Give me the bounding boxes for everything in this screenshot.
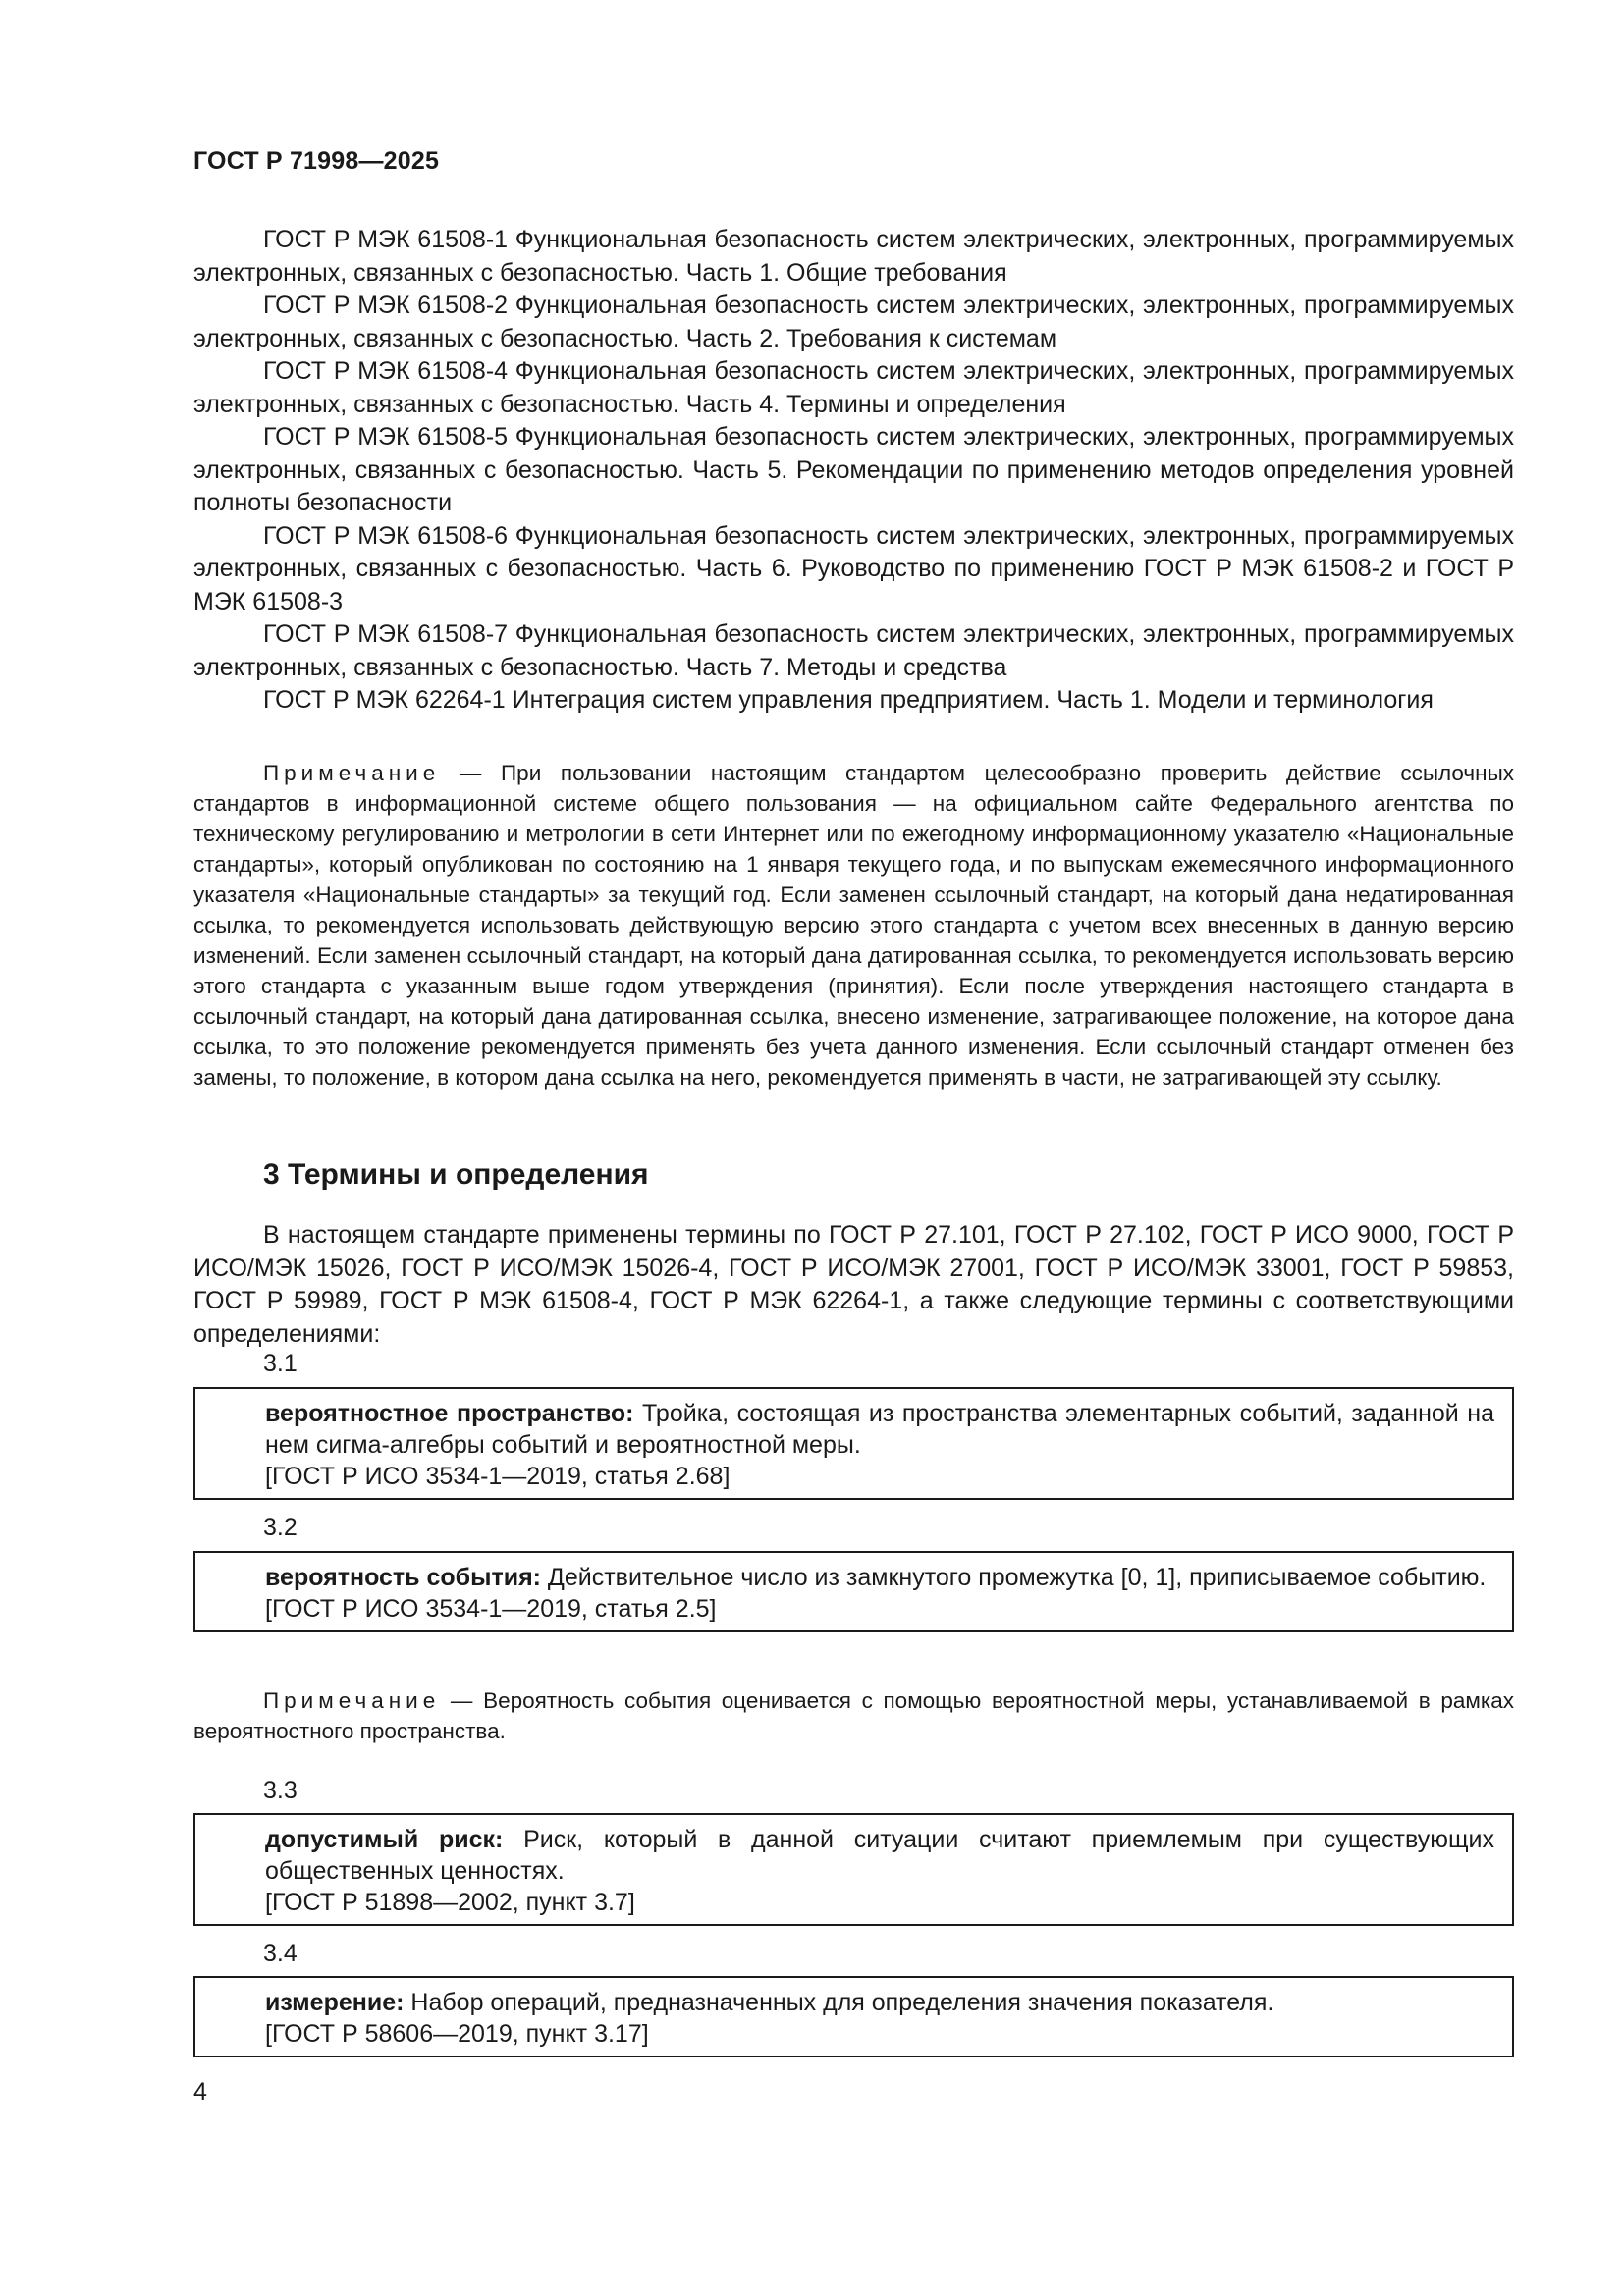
- term-definition: Действительное число из замкнутого промежутка [0, 1], приписываемое событию.: [540, 1564, 1487, 1591]
- reference-item: ГОСТ Р МЭК 61508-6 Функциональная безопасность систем электрических, электронных, программируемых электронных, связанных с безопасностью. Часть 6. Руководство по применению ГОСТ Р МЭК 61508-2 и ГОСТ Р МЭК 61508-3: [193, 521, 1514, 615]
- term-number: 3.4: [263, 1940, 298, 1967]
- term-definition: Набор операций, предназначенных для определения значения показателя.: [404, 1989, 1274, 2016]
- term-name: вероятность события:: [265, 1564, 541, 1591]
- term-name: допустимый риск:: [265, 1826, 504, 1853]
- term-name: измерение:: [265, 1989, 405, 2016]
- term-note: [193, 1685, 1514, 1746]
- term-name: вероятностное пространство:: [265, 1400, 634, 1427]
- section-intro: В настоящем стандарте применены термины по ГОСТ Р 27.101, ГОСТ Р 27.102, ГОСТ Р ИСО 9000, ГОСТ Р ИСО/МЭК 15026, ГОСТ Р ИСО/МЭК 15026-4, ГОСТ Р ИСО/МЭК 27001, ГОСТ Р ИСО/МЭК 33001, ГОСТ Р 59853, ГОСТ Р 59989, ГОСТ Р МЭК 61508-4, ГОСТ Р МЭК 62264-1, а также следующие термины с соответствующими определениями:: [193, 1221, 1514, 1348]
- document-id-header: ГОСТ Р 71998—2025: [193, 147, 440, 175]
- term-definition: Риск, который в данной ситуации считают приемлемым при существующих общественных ценностях.: [265, 1826, 1495, 1885]
- term-number: 3.2: [263, 1514, 298, 1541]
- note-text: — Вероятность события оценивается с помощью вероятностной меры, устанавливаемой в рамках вероятностного пространства.: [193, 1688, 1514, 1743]
- reference-item: ГОСТ Р МЭК 61508-5 Функциональная безопасность систем электрических, электронных, программируемых электронных, связанных с безопасностью. Часть 5. Рекомендации по применению методов определения уровней полноты безопасности: [193, 423, 1514, 516]
- term-box: [193, 1813, 1514, 1926]
- term-box: [193, 1551, 1514, 1632]
- reference-item: ГОСТ Р МЭК 61508-4 Функциональная безопасность систем электрических, электронных, программируемых электронных, связанных с безопасностью. Часть 4. Термины и определения: [193, 357, 1514, 418]
- term-source: [ГОСТ Р ИСО 3534-1—2019, статья 2.5]: [265, 1595, 717, 1623]
- reference-item: ГОСТ Р МЭК 61508-2 Функциональная безопасность систем электрических, электронных, программируемых электронных, связанных с безопасностью. Часть 2. Требования к системам: [193, 292, 1514, 352]
- term-box: [193, 1387, 1514, 1500]
- reference-item: ГОСТ Р МЭК 62264-1 Интеграция систем управления предприятием. Часть 1. Модели и терминология: [263, 686, 1434, 714]
- term-source: [ГОСТ Р 51898—2002, пункт 3.7]: [265, 1889, 635, 1916]
- note-text: — При пользовании настоящим стандартом целесообразно проверить действие ссылочных стандартов в информационной системе общего пользования — на официальном сайте Федерального агентства по техническому регулированию и метрологии в сети Интернет или по ежегодному информационному указателю «Национальные стандарты», который опубликован по состоянию на 1 января текущего года, и по выпускам ежемесячного информационного указателя «Национальные стандарты» за текущий год. Если заменен ссылочный стандарт, на который дана недатированная ссылка, то рекомендуется использовать действующую версию этого стандарта с учетом всех внесенных в данную версию изменений. Если заменен ссылочный стандарт, на который дана датированная ссылка, то рекомендуется использовать версию этого стандарта с указанным выше годом утверждения (принятия). Если после утверждения настоящего стандарта в ссылочный стандарт, на который дана датированная ссылка, внесено изменение, затрагивающее положение, на которое дана ссылка, то это положение рекомендуется применять без учета данного изменения. Если ссылочный стандарт отменен без замены, то положение, в котором дана ссылка на него, рекомендуется применять в части, не затрагивающей эту ссылку.: [193, 761, 1514, 1090]
- term-number: 3.1: [263, 1350, 298, 1377]
- term-source: [ГОСТ Р 58606—2019, пункт 3.17]: [265, 2020, 649, 2048]
- term-number: 3.3: [263, 1777, 298, 1804]
- term-box: [193, 1976, 1514, 2057]
- term-definition: Тройка, состоящая из пространства элементарных событий, заданной на нем сигма-алгебры событий и вероятностной меры.: [265, 1400, 1494, 1459]
- note-label: Примечание: [263, 761, 441, 785]
- page-number: 4: [193, 2078, 207, 2106]
- reference-item: ГОСТ Р МЭК 61508-1 Функциональная безопасность систем электрических, электронных, программируемых электронных, связанных с безопасностью. Часть 1. Общие требования: [193, 226, 1514, 287]
- term-source: [ГОСТ Р ИСО 3534-1—2019, статья 2.68]: [265, 1463, 731, 1490]
- reference-item: ГОСТ Р МЭК 61508-7 Функциональная безопасность систем электрических, электронных, программируемых электронных, связанных с безопасностью. Часть 7. Методы и средства: [193, 620, 1514, 681]
- references-note: [193, 758, 1514, 1093]
- reference-list: [193, 224, 1514, 718]
- section-title: 3 Термины и определения: [263, 1158, 649, 1191]
- note-label: Примечание: [263, 1688, 441, 1713]
